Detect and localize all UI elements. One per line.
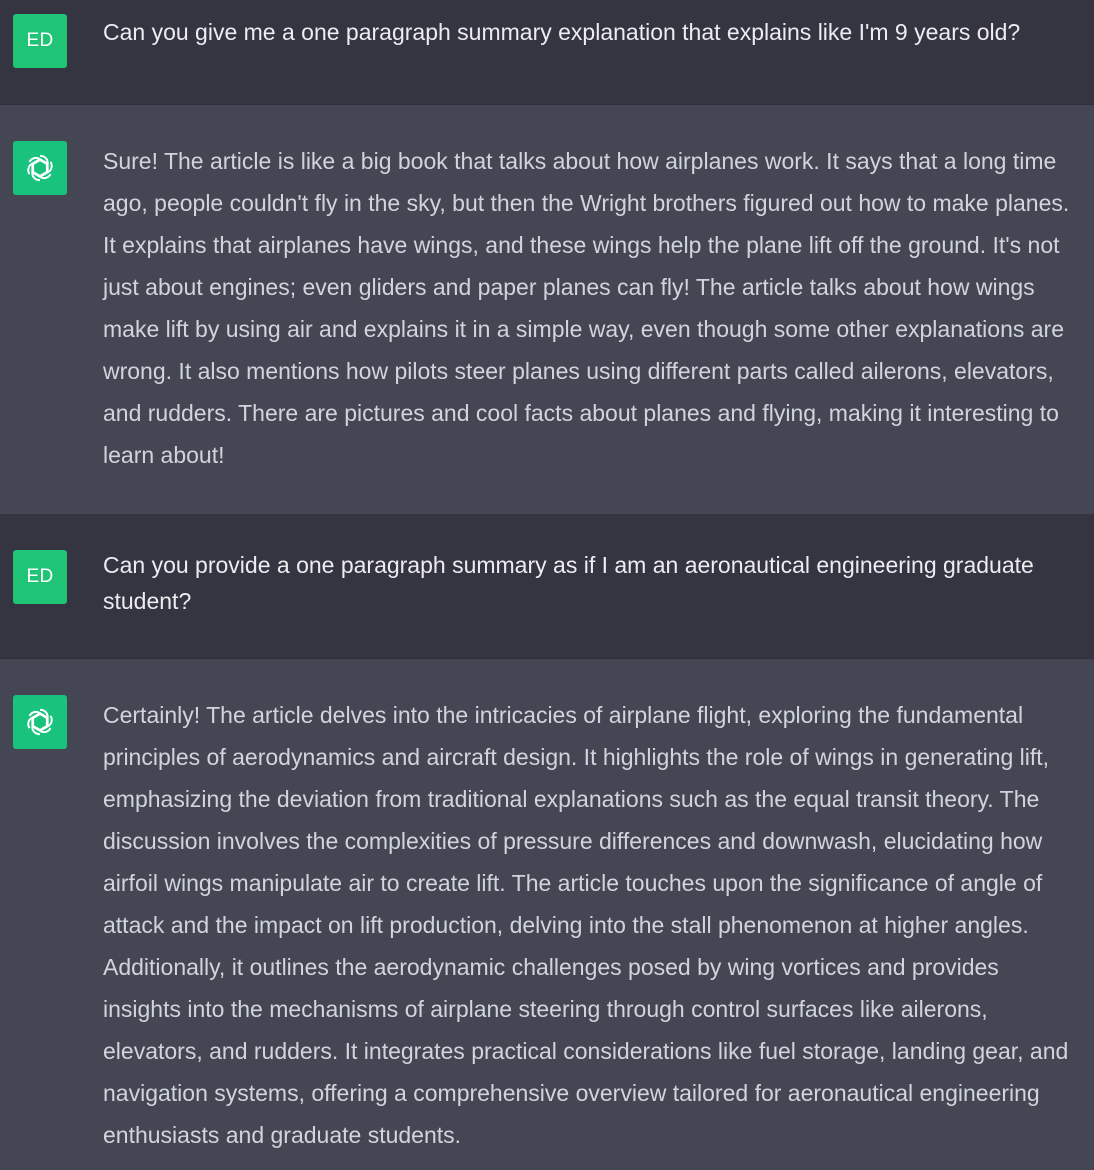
user-message: [0, 514, 1094, 659]
assistant-message-text: Certainly! The article delves into the intricacies of airplane flight, exploring the fundamental principles of aerodynamics and aircraft design. It highlights the role of wings in generating lift, emphasizing the deviation from traditional explanations such as the equal transit theory. The discussion involves the complexities of pressure differences and downwash, elucidating how airfoil wings manipulate air to create lift. The article touches upon the significance of angle of attack and the impact on lift production, delving into the stall phenomenon at higher angles. Additionally, it outlines the aerodynamic challenges posed by wing vortices and provides insights into the mechanisms of airplane steering through control surfaces like ailerons, elevators, and rudders. It integrates practical considerations like fuel storage, landing gear, and navigation systems, offering a comprehensive overview tailored for aeronautical engineering enthusiasts and graduate students.: [103, 702, 1069, 1148]
assistant-avatar: [13, 141, 67, 195]
assistant-avatar: [13, 695, 67, 749]
assistant-message-text: Sure! The article is like a big book that talks about how airplanes work. It says that a long time ago, people couldn't fly in the sky, but then the Wright brothers figured out how to make planes. It explains that airplanes have wings, and these wings help the plane lift off the ground. It's not just about engines; even gliders and paper planes can fly! The article talks about how wings make lift by using air and explains it in a simple way, even though some other explanations are wrong. It also mentions how pilots steer planes using different parts called ailerons, elevators, and rudders. There are pictures and cool facts about planes and flying, making it interesting to learn about!: [103, 148, 1070, 468]
openai-logo-icon: [23, 151, 57, 185]
user-avatar: ED: [13, 14, 67, 68]
assistant-message: [0, 105, 1094, 514]
user-message-text: Can you provide a one paragraph summary as if I am an aeronautical engineering graduate student?: [103, 552, 1034, 614]
user-avatar: ED: [13, 550, 67, 604]
assistant-message: [0, 659, 1094, 1170]
user-message-text: Can you give me a one paragraph summary explanation that explains like I'm 9 years old?: [103, 19, 1021, 45]
user-message: [0, 0, 1094, 105]
openai-logo-icon: [23, 705, 57, 739]
